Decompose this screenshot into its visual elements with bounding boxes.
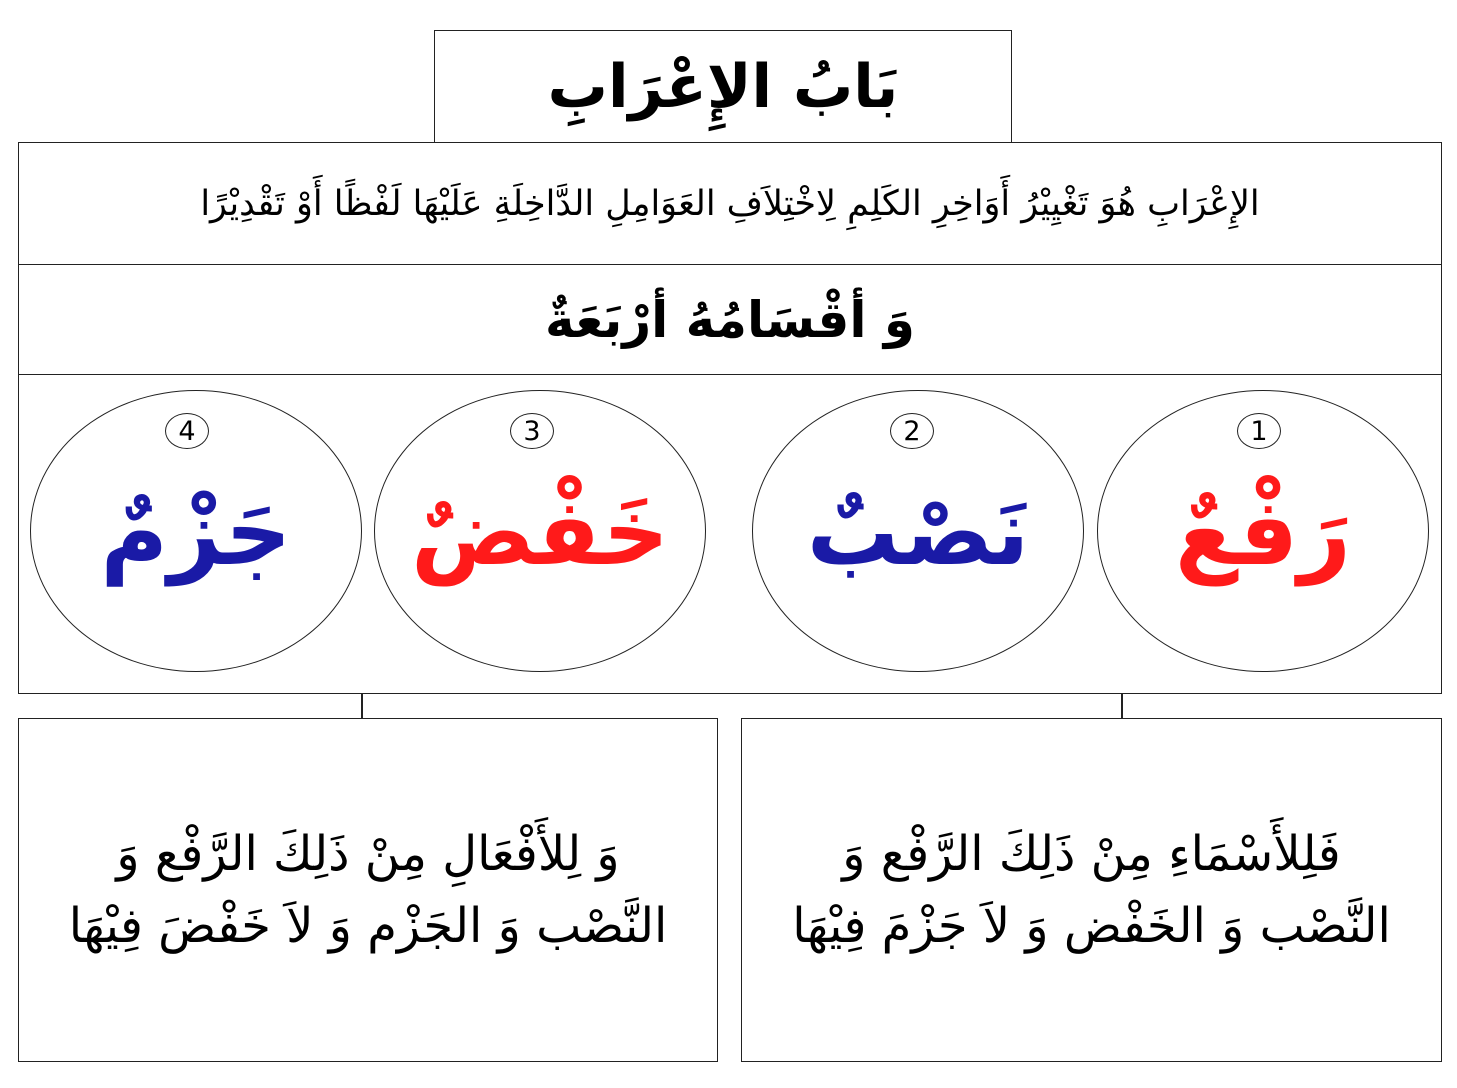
nouns-text: فَلِلأَسْمَاءِ مِنْ ذَلِكَ الرَّفْع وَ النَّصْب وَ الخَفْض وَ لاَ جَزْمَ فِيْهَا (792, 826, 1391, 954)
connector-line-nouns (1121, 693, 1123, 719)
divisions-box (18, 264, 1442, 376)
category-number-2: 2 (890, 413, 934, 449)
definition-box (18, 142, 1442, 266)
category-number-1: 1 (1237, 413, 1281, 449)
verbs-box (18, 718, 718, 1062)
title-box (434, 30, 1012, 144)
category-number-4: 4 (165, 413, 209, 449)
category-label-khafd: خَفْضٌ (410, 479, 670, 586)
category-number-3: 3 (510, 413, 554, 449)
connector-line-verbs (361, 693, 363, 719)
verbs-text: وَ لِلأَفْعَالِ مِنْ ذَلِكَ الرَّفْع وَ النَّصْب وَ الجَزْم وَ لاَ خَفْضَ فِيْهَا (68, 826, 668, 954)
definition-text: الإِعْرَابِ هُوَ تَغْيِيْرُ أَوَاخِرِ الكَلِمِ لِاخْتِلاَفِ العَوَامِلِ الدَّاخِلَةِ عَلَيْهَا لَفْظًا أَوْ تَقْدِيْرًا (200, 184, 1260, 224)
category-label-nasb: نَصْبٌ (806, 479, 1030, 586)
nouns-box (741, 718, 1442, 1062)
page-title: بَابُ الإِعْرَابِ (547, 52, 899, 122)
category-label-raf: رَفْعٌ (1174, 479, 1352, 586)
category-label-jazm: جَزْمٌ (100, 479, 292, 586)
divisions-heading: وَ أقْسَامُهُ أرْبَعَةٌ (545, 291, 915, 349)
